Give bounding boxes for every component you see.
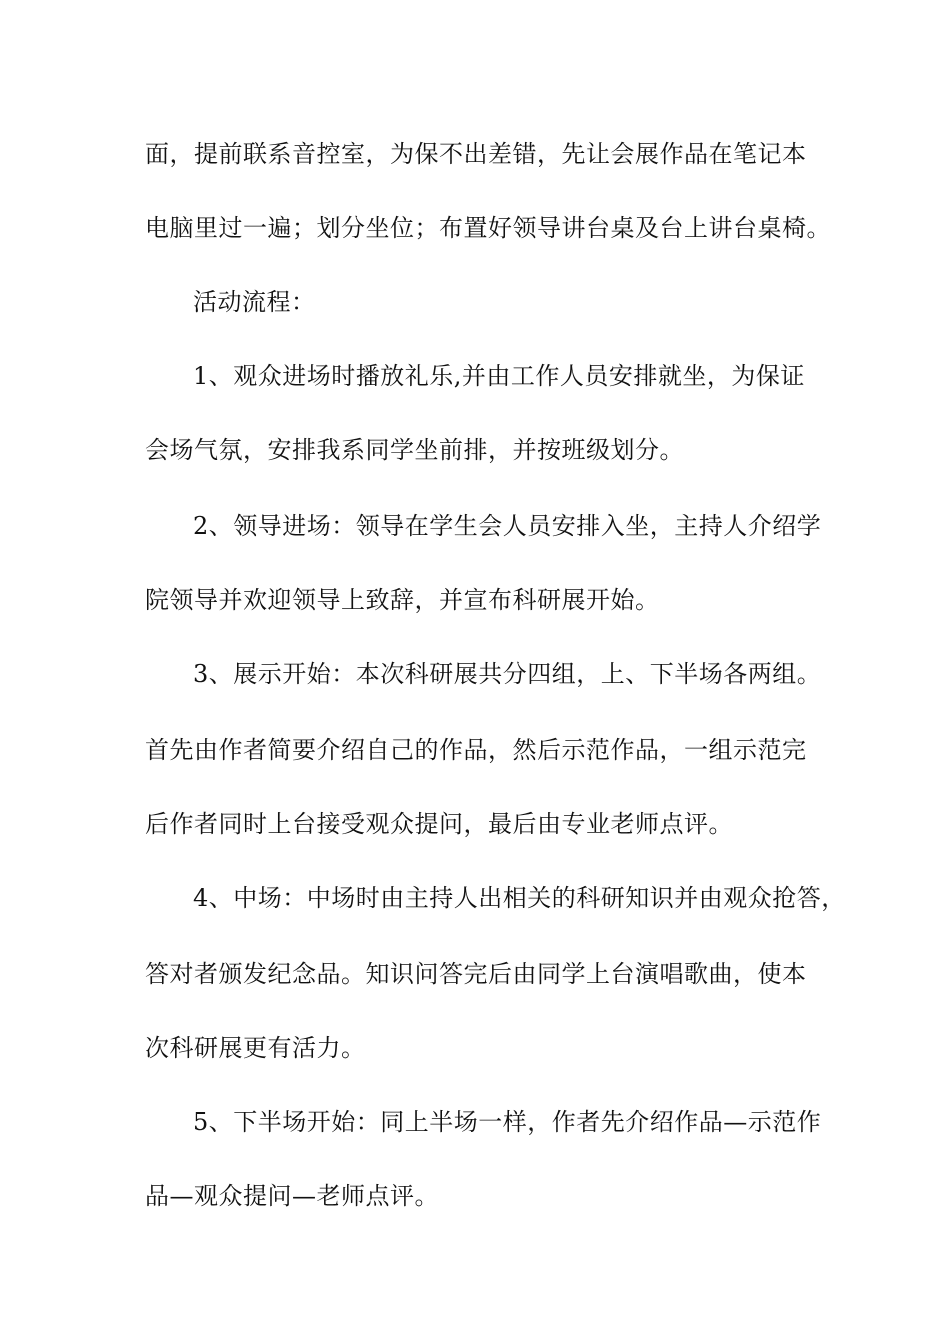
text-line: 面，提前联系音控室，为保不出差错，先让会展作品在笔记本 — [145, 140, 807, 168]
text-line: 电脑里过一遍；划分坐位；布置好领导讲台桌及台上讲台桌椅。 — [145, 214, 831, 242]
text-line: 2、领导进场：领导在学生会人员安排入坐，主持人介绍学 — [193, 512, 822, 540]
text-line: 5、下半场开始：同上半场一样，作者先介绍作品—示范作 — [193, 1108, 822, 1136]
text-line: 次科研展更有活力。 — [145, 1034, 366, 1062]
text-line: 1、观众进场时播放礼乐,并由工作人员安排就坐，为保证 — [193, 362, 805, 390]
text-line: 首先由作者简要介绍自己的作品，然后示范作品，一组示范完 — [145, 736, 807, 764]
text-line: 后作者同时上台接受观众提问，最后由专业老师点评。 — [145, 810, 733, 838]
text-line: 答对者颁发纪念品。知识问答完后由同学上台演唱歌曲，使本 — [145, 960, 807, 988]
section-heading: 活动流程： — [193, 288, 316, 316]
text-line: 3、展示开始：本次科研展共分四组，上、下半场各两组。 — [193, 660, 822, 688]
text-line: 4、中场：中场时由主持人出相关的科研知识并由观众抢答， — [193, 884, 846, 912]
text-line: 品—观众提问—老师点评。 — [145, 1182, 439, 1210]
text-line: 院领导并欢迎领导上致辞，并宣布科研展开始。 — [145, 586, 660, 614]
text-line: 会场气氛，安排我系同学坐前排，并按班级划分。 — [145, 436, 684, 464]
